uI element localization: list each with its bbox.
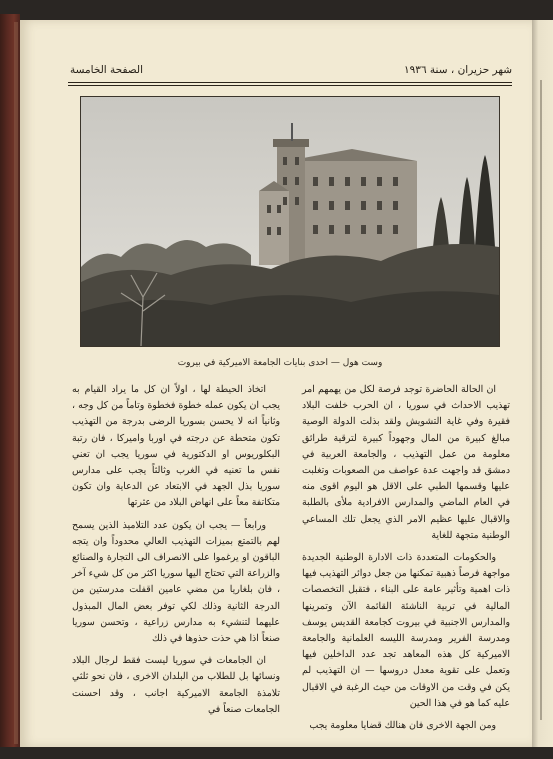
photo-caption: وست هول — احدى بنايات الجامعة الاميركية في بيروت [177, 358, 383, 368]
adjacent-page-rule [540, 80, 542, 720]
paragraph: والحكومات المتعددة ذات الادارة الوطنية الجديدة مواجهة فرصاً ذهبية تمكنها من جعل دوائر التهذيب فيها ذات اهمية وتأثير عامة على البناء ، فتقبل التخصصات المالية في تربية الناشئة القائمة الآن وتمرينها والمدارس الاجنبية في بيروت كجامعة القديس يوسف ومدرسة الفرير ومدرسة الليسه العلمانية والجامعة الاميركية كل هذه المعاهد تجد عدد الداخلين فيها وتعمل على تقوية معدل دروسها — ان التهذيب لم يكن في وقت من الاوقات من حيث الرغبة في الاقبال عليه كما هو في هذا الحين [302, 552, 510, 709]
paragraph: ومن الجهة الاخرى فان هنالك قضايا معلومة يجب [309, 720, 496, 732]
header-rule [68, 82, 512, 86]
article-column-left [72, 382, 280, 724]
paragraph: ان الجامعات في سوريا ليست فقط لرجال البلاد ونسائها بل للطلاب من البلدان الاخرى ، فان نحو ثلثي تلامذة الجامعة الاميركية اجانب ، وقد احسنت الجامعات صنعاً في [72, 655, 280, 715]
adjacent-page-edge [532, 20, 553, 747]
issue-date: شهر حزيران ، سنة ١٩٣٦ [404, 64, 512, 76]
page-number-label: الصفحة الخامسة [70, 64, 143, 76]
paragraph: ان الحالة الحاضرة توجد فرصة لكل من يهمهم امر تهذيب الاحداث في سوريا ، ان الحرب خلفت البلاد فقيرة وفي غاية التشويش ولقد بذلت الدولة الوصية مبالغ كبيرة من المال وجهوداً كبيرة لترقية طرائق معلومة من عمل التهذيب ، والجامعة العربية في دمشق قد واجهت عدة عواصف من الصعوبات وتغلبت عليها وقسمها الطبي على الاقل هو اليوم اقوى منه في العام الماضي والمدارس الافرادية ملأى بالطلبة والاقبال عليها عظيم الامر الذي يجعل تلك المساعي الوطنية متجهة للغاية [302, 384, 510, 541]
newspaper-page [20, 20, 532, 747]
article-column-right [302, 382, 510, 740]
campus-photo [80, 96, 500, 347]
paragraph: ورابعاً — يجب ان يكون عدد التلاميذ الذين يسمح لهم بالتمتع بميزات التهذيب العالي محدوداً وان يتجه الباقون او يرغموا على الانصراف الى التجارة والصنائع والزراعة التي تحتاج اليها سوريا اكثر من كل شيء آخر ، فان بلغاريا من مضي عامين اقفلت مدرستين من الدرجة الثانية وذلك لكي توفر بعض المال المبذول عليهما لتنشيء به مدارس زراعية ، وتحسن سوريا صنعاً اذا هي حذت حذوها في ذلك [72, 519, 280, 645]
paragraph: اتخاذ الحيطة لها ، اولاً ان كل ما يراد القيام به يجب ان يكون عمله خطوة فخطوة وتاماً من كل وجه ، وثانياً انه لا يحسن بسوريا الرضى بدرجة من التهذيب تكون متحطة عن درجته في اوربا واميركا ، فان رتبة البكلوريوس او الدكتورية في سوريا يجب ان تعني نفس ما تعنيه في الغرب وثالثاً يجب على مدارس سوريا بذل الجهد في الابتعاد عن الدعاية وان تكون متكاتفة معاً على انهاض البلاد من عثرتها [72, 384, 280, 509]
photo-illustration [81, 97, 499, 346]
binding-edge [14, 22, 18, 744]
